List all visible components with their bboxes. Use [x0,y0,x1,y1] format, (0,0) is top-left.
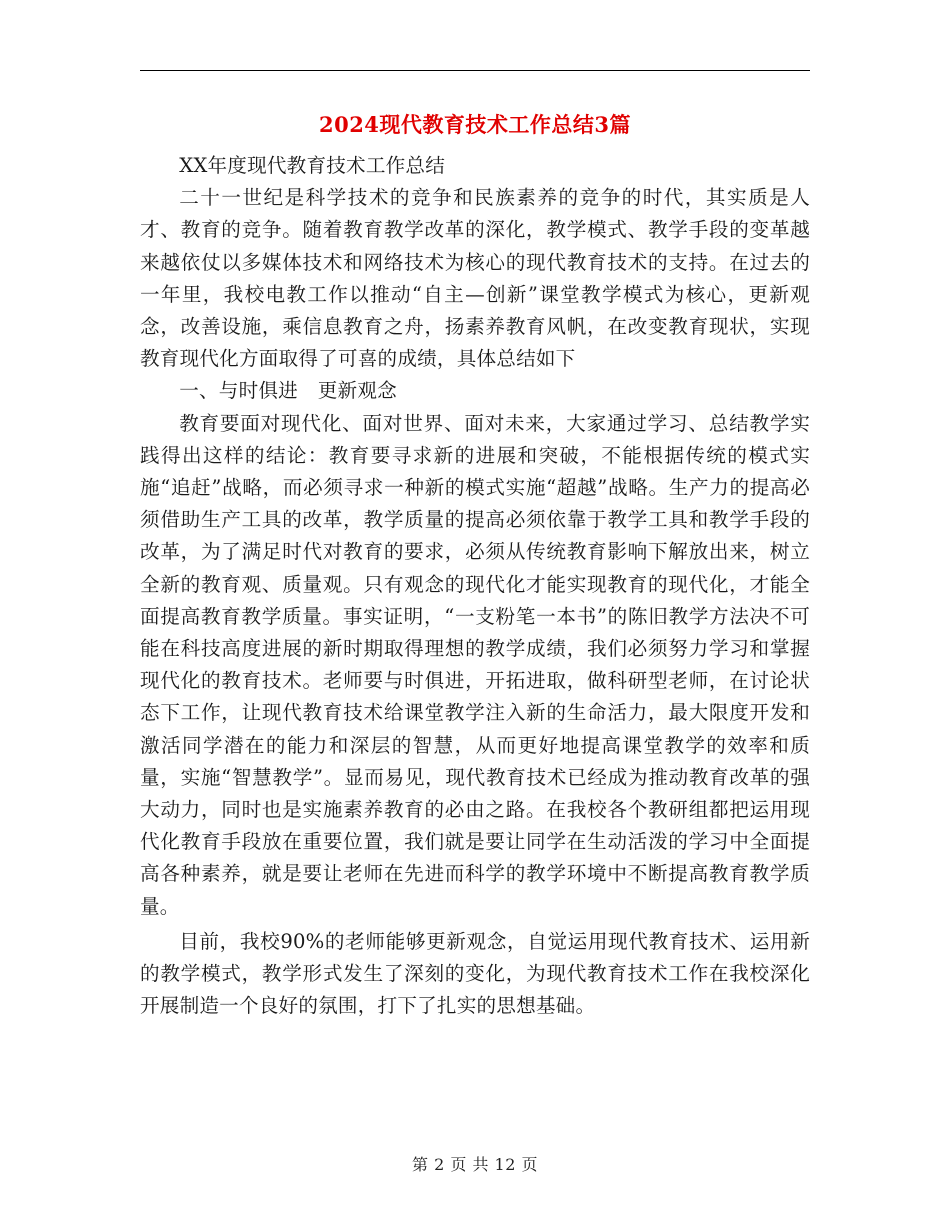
paragraph-concept-update: 教育要面对现代化、面对世界、面对未来，大家通过学习、总结教学实践得出这样的结论：教育要寻求新的进展和突破，不能根据传统的模式实施“追赶”战略，而必须寻求一种新的模式实施“超越”战略。生产力的提高必须借助生产工具的改革，教学质量的提高必须依靠于教学工具和教学手段的改革，为了满足时代对教育的要求，必须从传统教育影响下解放出来，树立全新的教育观、质量观。只有观念的现代化才能实现教育的现代化，才能全面提高教育教学质量。事实证明，“一支粉笔一本书”的陈旧教学方法决不可能在科技高度进展的新时期取得理想的教学成绩，我们必须努力学习和掌握现代化的教育技术。老师要与时俱进，开拓进取，做科研型老师，在讨论状态下工作，让现代教育技术给课堂教学注入新的生命活力，最大限度开发和激活同学潜在的能力和深层的智慧，从而更好地提高课堂教学的效率和质量，实施“智慧教学”。显而易见，现代教育技术已经成为推动教育改革的强大动力，同时也是实施素养教育的必由之路。在我校各个教研组都把运用现代化教育手段放在重要位置，我们就是要让同学在生动活泼的学习中全面提高各种素养，就是要让老师在先进而科学的教学环境中不断提高教育教学质量。 [140,411,810,918]
header-rule [140,70,810,71]
paragraph-intro: 二十一世纪是科学技术的竞争和民族素养的竞争的时代，其实质是人才、教育的竞争。随着教育教学改革的深化，教学模式、教学手段的变革越来越依仗以多媒体技术和网络技术为核心的现代教育技术的支持。在过去的一年里，我校电教工作以推动“自主—创新”课堂教学模式为核心，更新观念，改善设施，乘信息教育之舟，扬素养教育风帆，在改变教育现状，实现教育现代化方面取得了可喜的成绩，具体总结如下 [140,186,810,371]
page-footer [0,1152,950,1175]
page-number-label: 第 2 页 共 12 页 [412,1155,538,1174]
section-heading-keep-pace: 一、与时俱进 更新观念 [179,379,397,403]
document-body [140,150,810,1022]
section-heading-year-summary: XX年度现代教育技术工作总结 [179,154,446,177]
paragraph-current-status: 目前，我校90%的老师能够更新观念，自觉运用现代教育技术、运用新的教学模式，教学形式发生了深刻的变化，为现代教育技术工作在我校深化开展制造一个良好的氛围，打下了扎实的思想基础。 [140,929,810,1018]
document-title: 2024现代教育技术工作总结3篇 [318,112,632,137]
